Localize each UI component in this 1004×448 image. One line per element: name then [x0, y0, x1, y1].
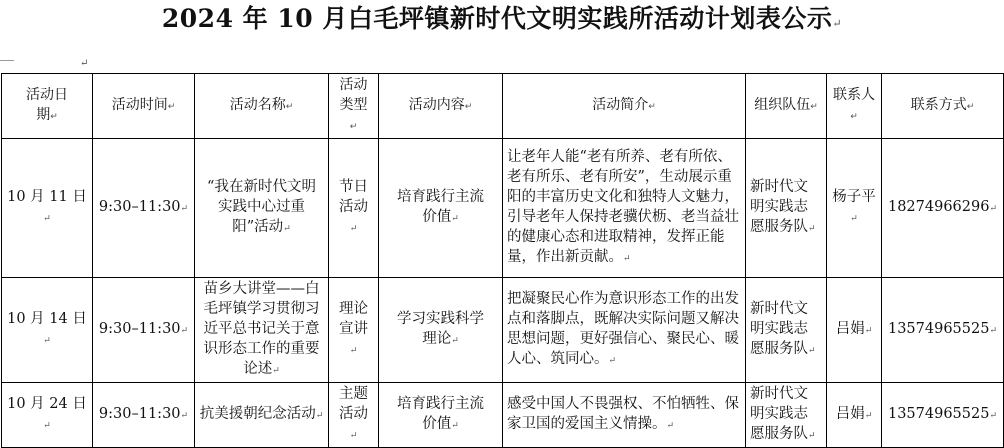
paragraph-mark-icon: ↵ — [832, 17, 843, 30]
cell-type: 主题活动↵ — [329, 383, 379, 448]
cell-content: 学习实践科学理论↵ — [379, 278, 503, 383]
cell-team: 新时代文明实践志愿服务队↵ — [746, 383, 827, 448]
document-title — [0, 2, 1004, 41]
cell-contact: 吕娟↵ — [827, 278, 882, 383]
cell-content: 培育践行主流价值↵ — [379, 139, 503, 278]
cell-contact: 杨子平↵ — [827, 139, 882, 278]
cell-date: 10 月 24 日↵ — [2, 383, 93, 448]
paragraph-mark-icon: ↵ — [80, 58, 89, 69]
activity-schedule-table — [1, 73, 1004, 448]
cell-team: 新时代文明实践志愿服务队↵ — [746, 278, 827, 383]
cell-time: 9:30–11:30↵ — [93, 278, 195, 383]
cell-team: 新时代文明实践志愿服务队↵ — [746, 139, 827, 278]
header-time: 活动时间↵ — [93, 74, 195, 139]
table-row — [2, 139, 1004, 278]
table-row — [2, 278, 1004, 383]
header-contact: 联系人↵ — [827, 74, 882, 139]
cell-intro: 感受中国人不畏强权、不怕牺牲、保家卫国的爱国主义情操。↵ — [503, 383, 746, 448]
header-content: 活动内容↵ — [379, 74, 503, 139]
cell-name: 抗美援朝纪念活动↵ — [195, 383, 329, 448]
cell-name: 苗乡大讲堂——白毛坪镇学习贯彻习近平总书记关于意识形态工作的重要论述↵ — [195, 278, 329, 383]
cell-date: 10 月 14 日↵ — [2, 278, 93, 383]
cell-phone: 13574965525↵ — [882, 278, 1004, 383]
cell-content: 培育践行主流价值↵ — [379, 383, 503, 448]
cell-type: 理论宣讲↵ — [329, 278, 379, 383]
cell-intro: 把凝聚民心作为意识形态工作的出发点和落脚点，既解决实际问题又解决思想问题，更好强信心、聚民心、暖人心、筑同心。↵ — [503, 278, 746, 383]
cell-time: 9:30–11:30↵ — [93, 139, 195, 278]
cell-type: 节日活动↵ — [329, 139, 379, 278]
table-row — [2, 383, 1004, 448]
cell-phone: 13574965525↵ — [882, 383, 1004, 448]
cell-time: 9:30–11:30↵ — [93, 383, 195, 448]
header-phone: 联系方式↵ — [882, 74, 1004, 139]
header-intro: 活动简介↵ — [503, 74, 746, 139]
cell-contact: 吕娟↵ — [827, 383, 882, 448]
header-type: 活动类型↵ — [329, 74, 379, 139]
header-team: 组织队伍↵ — [746, 74, 827, 139]
cell-phone: 18274966296↵ — [882, 139, 1004, 278]
title-text: 2024 年 10 月白毛坪镇新时代文明实践所活动计划表公示 — [161, 4, 833, 33]
cell-date: 10 月 11 日↵ — [2, 139, 93, 278]
cell-name: “我在新时代文明实践中心过重阳”活动↵ — [195, 139, 329, 278]
header-date: 活动日期↵ — [2, 74, 93, 139]
table-header-row — [2, 74, 1004, 139]
table-corner-marker — [0, 60, 14, 74]
cell-intro: 让老年人能“老有所养、老有所依、老有所乐、老有所安”，生动展示重阳的丰富历史文化和独特人文魅力，引导老年人保持老骥伏枥、老当益壮的健康心态和进取精神，发挥正能量，作出新贡献。↵ — [503, 139, 746, 278]
header-name: 活动名称↵ — [195, 74, 329, 139]
